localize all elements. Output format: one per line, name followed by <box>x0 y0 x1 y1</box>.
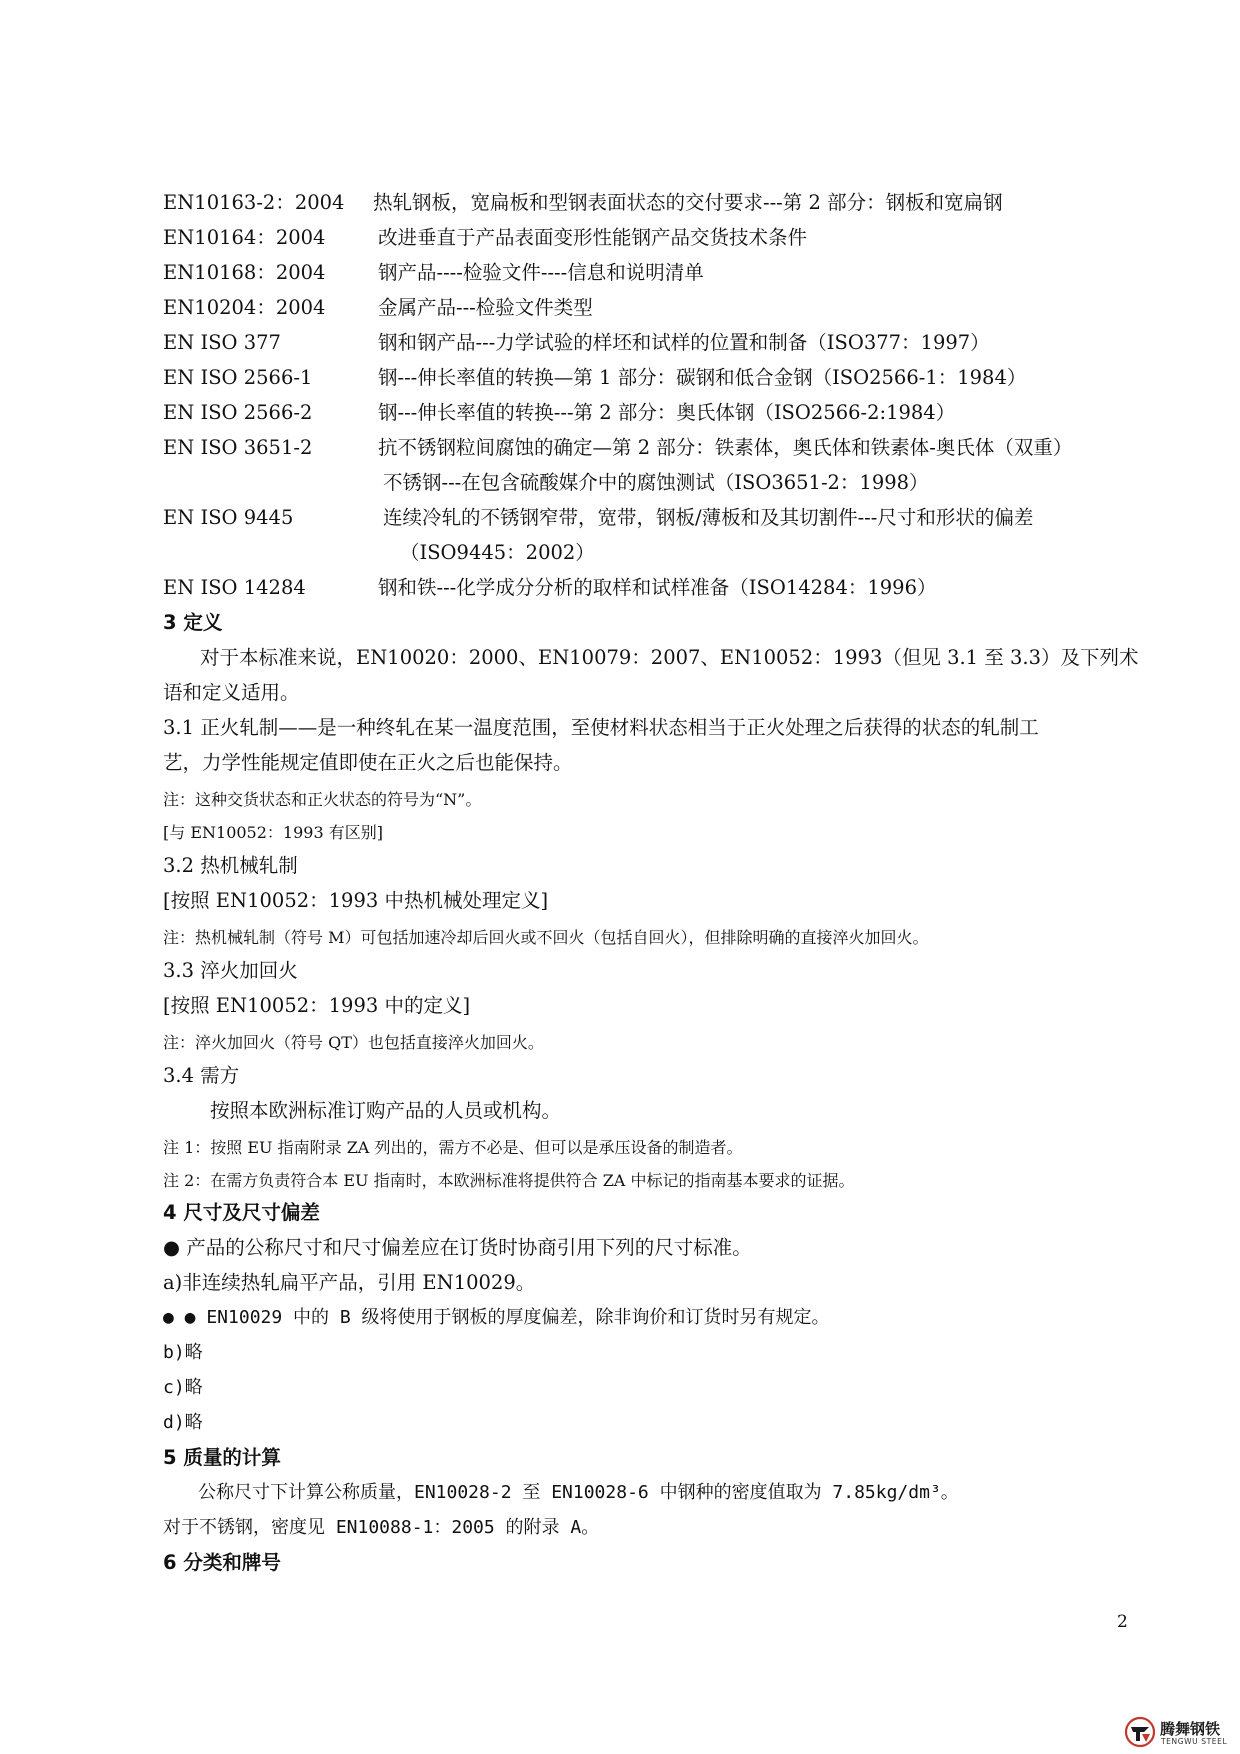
list-item: a)非连续热轧扁平产品，引用 EN10029。 <box>163 1271 536 1294</box>
paragraph-line: 对于本标准来说，EN10020：2000、EN10079：2007、EN10052：1993（但见 3.1 至 3.3）及下列术 <box>200 646 1139 669</box>
list-item: b)略 <box>163 1342 203 1363</box>
reference-code: EN ISO 2566-1 <box>163 366 313 389</box>
reference-code: EN10164：2004 <box>163 226 326 249</box>
logo-text-en: TENGWU STEEL <box>1161 1737 1228 1746</box>
paragraph-line: [按照 EN10052：1993 中热机械处理定义] <box>163 889 549 912</box>
reference-code: EN ISO 2566-2 <box>163 401 313 424</box>
reference-code: EN ISO 14284 <box>163 576 306 599</box>
page-number: 2 <box>1117 1612 1128 1632</box>
paragraph-line: 对于不锈钢，密度见 EN10088-1：2005 的附录 A。 <box>163 1517 600 1538</box>
subsection-heading: 3.4 需方 <box>163 1064 240 1087</box>
section-heading: 6 分类和牌号 <box>163 1551 281 1574</box>
reference-description: 连续冷轧的不锈钢窄带，宽带，钢板/薄板和及其切割件---尺寸和形状的偏差 <box>383 506 1034 529</box>
reference-code: EN10168：2004 <box>163 261 326 284</box>
paragraph-line: 语和定义适用。 <box>163 681 300 704</box>
list-item: c)略 <box>163 1377 203 1398</box>
logo-mark-icon <box>1124 1716 1156 1748</box>
reference-description: 钢---伸长率值的转换---第 2 部分：奥氏体钢（ISO2566-2:1984） <box>378 401 956 424</box>
reference-code: EN ISO 9445 <box>163 506 294 529</box>
note: 注：淬火加回火（符号 QT）也包括直接淬火加回火。 <box>163 1033 544 1052</box>
reference-code: EN ISO 377 <box>163 331 281 354</box>
reference-description-cont: （ISO9445：2002） <box>400 541 595 564</box>
reference-description: 钢和铁---化学成分分析的取样和试样准备（ISO14284：1996） <box>378 576 937 599</box>
reference-description-cont: 不锈钢---在包含硫酸媒介中的腐蚀测试（ISO3651-2：1998） <box>383 471 929 494</box>
logo-text-cn: 腾舞钢铁 <box>1160 1720 1221 1738</box>
section-heading: 3 定义 <box>163 611 223 634</box>
reference-code: EN10204：2004 <box>163 296 326 319</box>
reference-description: 抗不锈钢粒间腐蚀的确定—第 2 部分：铁素体，奥氏体和铁素体-奥氏体（双重） <box>378 436 1073 459</box>
note: [与 EN10052：1993 有区别] <box>163 823 383 842</box>
paragraph-line: 艺，力学性能规定值即使在正火之后也能保持。 <box>163 751 573 774</box>
subsection-heading: 3.3 淬火加回火 <box>163 959 298 982</box>
section-heading: 5 质量的计算 <box>163 1446 281 1469</box>
note: 注 1：按照 EU 指南附录 ZA 列出的，需方不必是、但可以是承压设备的制造者。 <box>163 1138 743 1157</box>
reference-description: 钢---伸长率值的转换—第 1 部分：碳钢和低合金钢（ISO2566-1：1984） <box>378 366 1027 389</box>
reference-description: 钢和钢产品---力学试验的样坯和试样的位置和制备（ISO377：1997） <box>378 331 990 354</box>
section-heading: 4 尺寸及尺寸偏差 <box>163 1201 320 1224</box>
company-logo <box>1124 1716 1240 1748</box>
note: 注 2：在需方负责符合本 EU 指南时，本欧洲标准将提供符合 ZA 中标记的指南基本要求的证据。 <box>163 1171 855 1190</box>
reference-description: 热轧钢板，宽扁板和型钢表面状态的交付要求---第 2 部分：钢板和宽扁钢 <box>373 191 1003 214</box>
reference-description: 钢产品----检验文件----信息和说明清单 <box>378 261 704 284</box>
paragraph-line: [按照 EN10052：1993 中的定义] <box>163 994 471 1017</box>
paragraph-line: 公称尺寸下计算公称质量，EN10028-2 至 EN10028-6 中钢种的密度值取为 7.85kg/dm³。 <box>198 1482 959 1503</box>
reference-code: EN10163-2：2004 <box>163 191 345 214</box>
subsection-heading: 3.2 热机械轧制 <box>163 854 298 877</box>
paragraph-line: 按照本欧洲标准订购产品的人员或机构。 <box>210 1099 562 1122</box>
paragraph-line: 3.1 正火轧制——是一种终轧在某一温度范围，至使材料状态相当于正火处理之后获得的状态的轧制工 <box>163 716 1039 739</box>
reference-code: EN ISO 3651-2 <box>163 436 313 459</box>
reference-description: 金属产品---检验文件类型 <box>378 296 593 319</box>
note: 注：这种交货状态和正火状态的符号为“N”。 <box>163 790 482 809</box>
list-item: d)略 <box>163 1412 203 1433</box>
bullet-item: ● 产品的公称尺寸和尺寸偏差应在订货时协商引用下列的尺寸标准。 <box>163 1236 752 1259</box>
note: 注：热机械轧制（符号 M）可包括加速冷却后回火或不回火（包括自回火），但排除明确的直接淬火加回火。 <box>163 928 929 947</box>
bullet-item: ● ● EN10029 中的 B 级将使用于钢板的厚度偏差，除非询价和订货时另有规定。 <box>163 1307 830 1328</box>
reference-description: 改进垂直于产品表面变形性能钢产品交货技术条件 <box>378 226 808 249</box>
